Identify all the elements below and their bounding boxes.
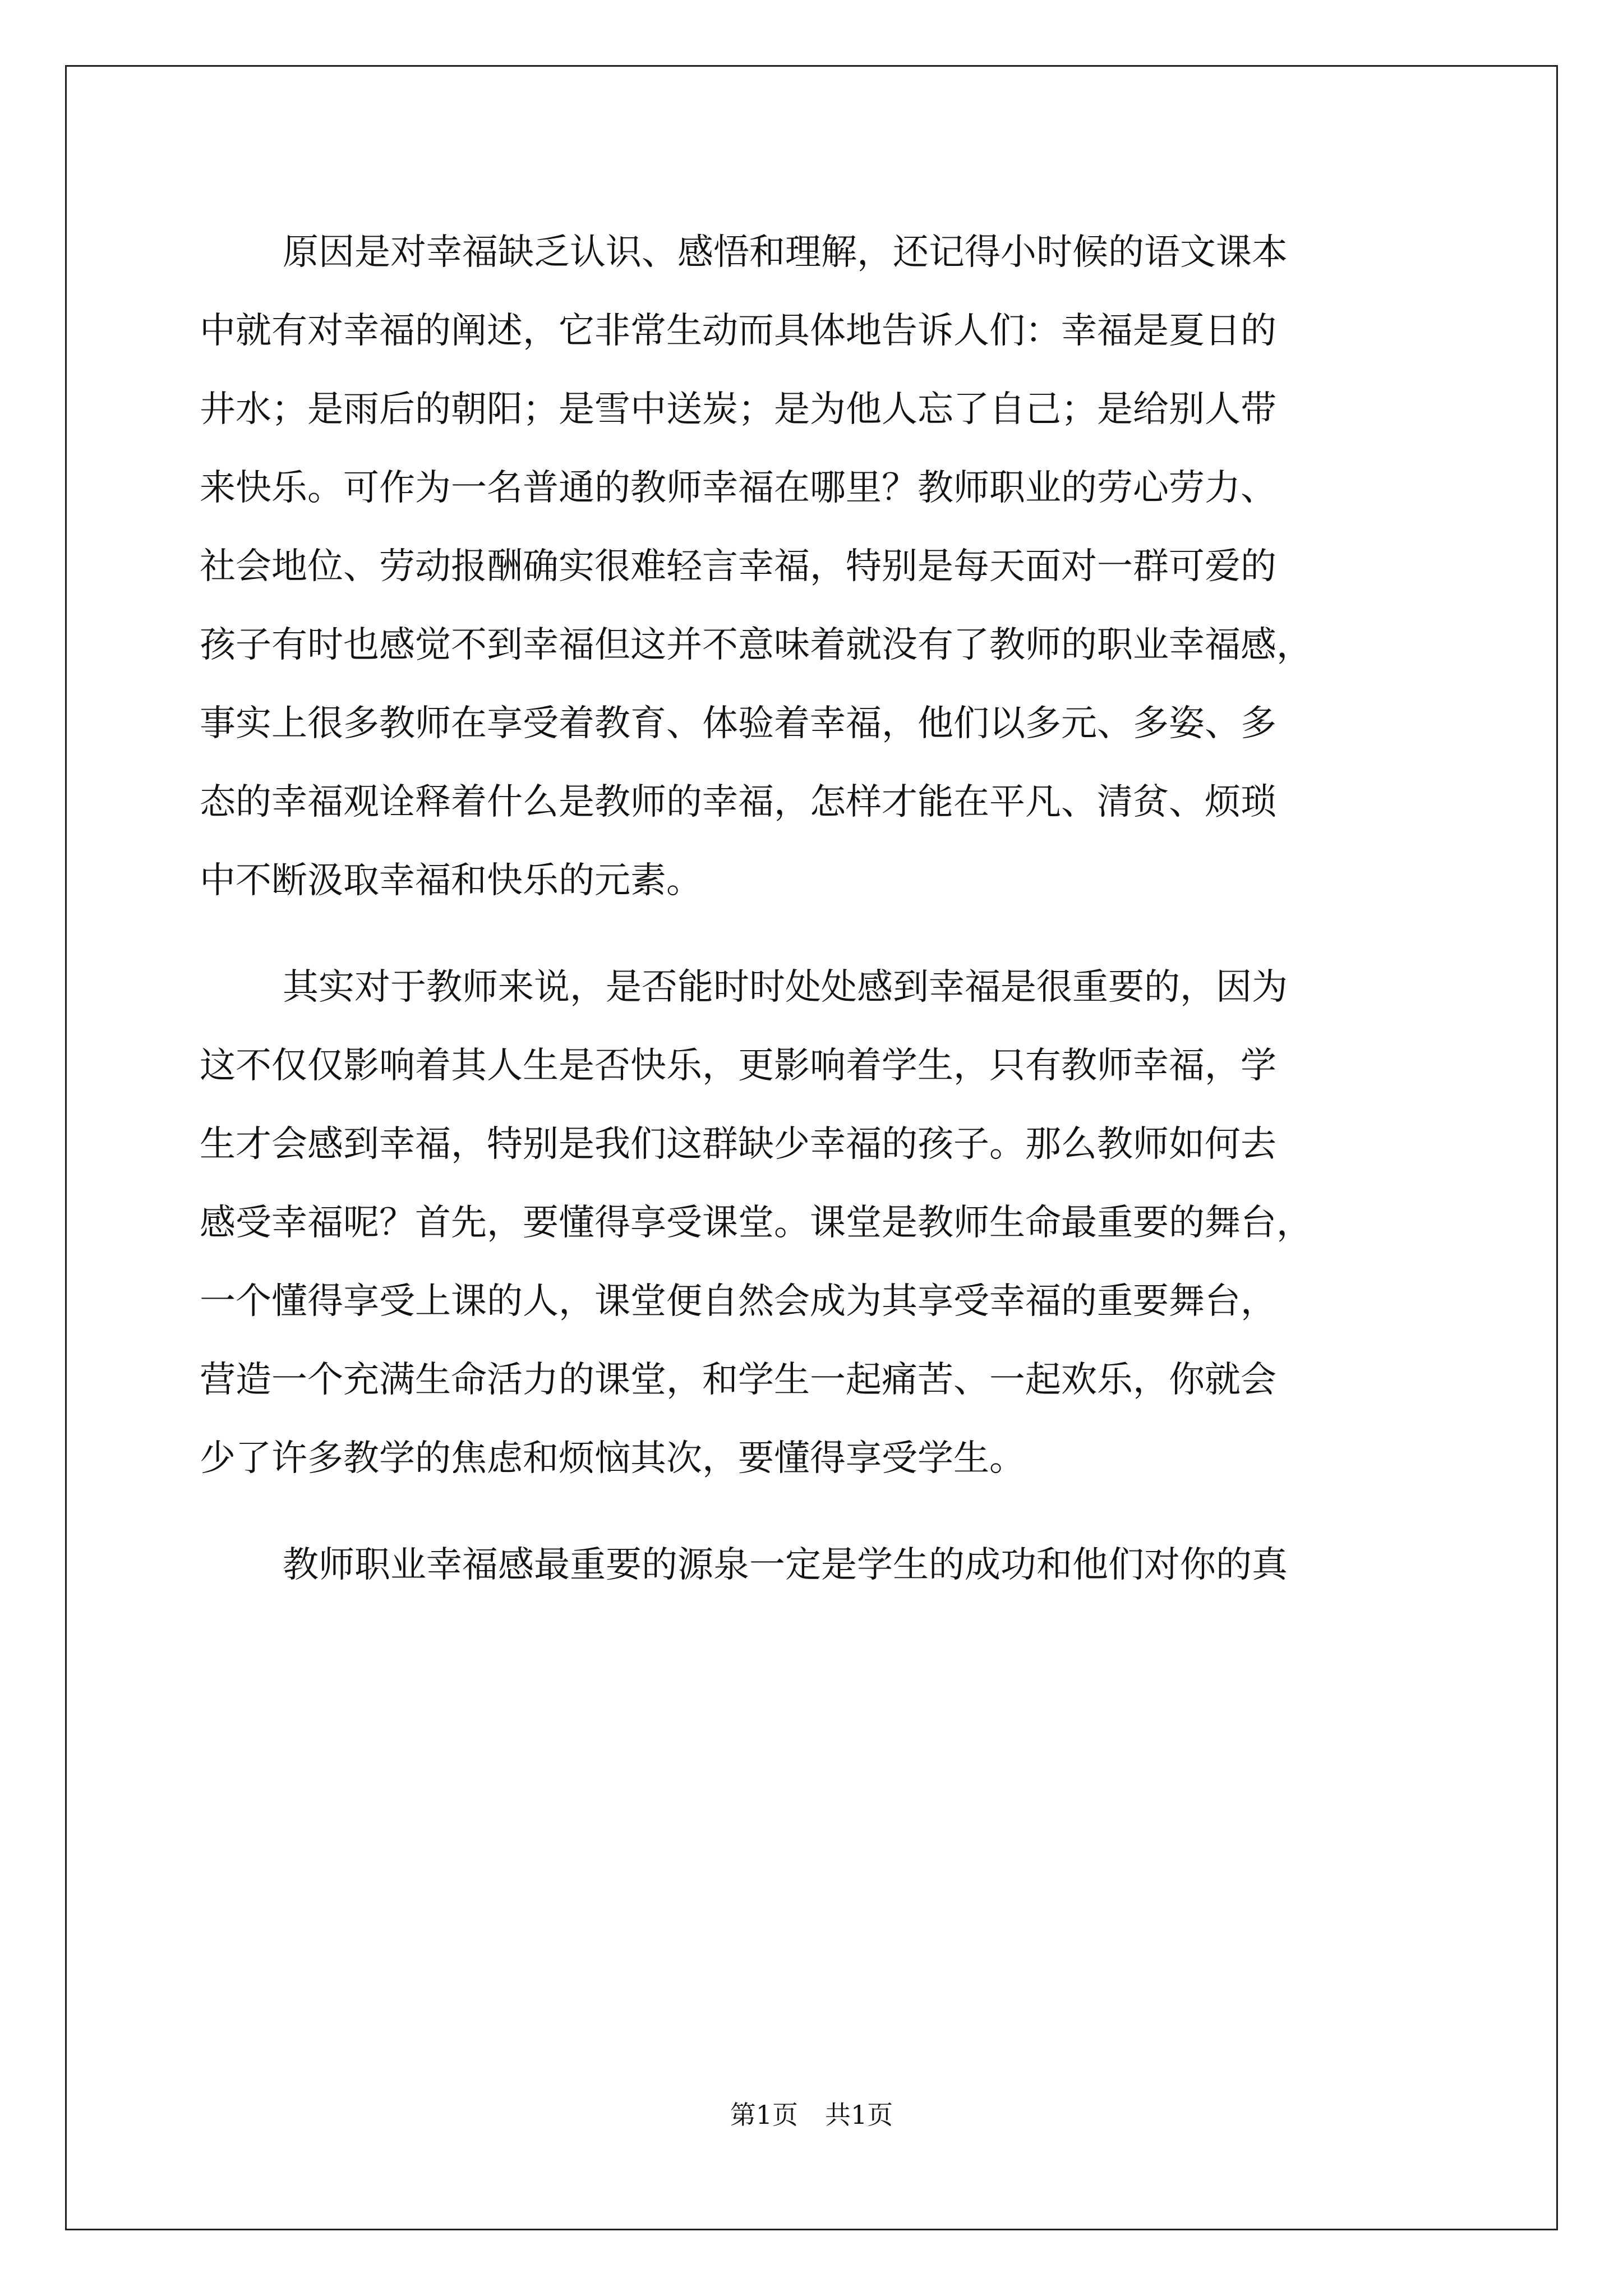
paragraph-1-line-2: 中就有对幸福的阐述，它非常生动而具体地告诉人们：幸福是夏日的: [200, 310, 1276, 352]
document-body: [200, 213, 1433, 1604]
paragraph-1-line-1: 原因是对幸福缺乏认识、感悟和理解，还记得小时候的语文课本: [283, 232, 1288, 273]
page-total-label: 共1页: [825, 2100, 893, 2130]
paragraph-1-line-4: 来快乐。可作为一名普通的教师幸福在哪里？教师职业的劳心劳力、: [200, 467, 1276, 509]
paragraph-2-line-1: 其实对于教师来说，是否能时时处处感到幸福是很重要的，因为: [283, 967, 1288, 1008]
page-number-label: 第1页: [730, 2100, 798, 2130]
paragraph-1-line-9: 中不断汲取幸福和快乐的元素。: [200, 860, 702, 901]
paragraph-2-line-3: 生才会感到幸福，特别是我们这群缺少幸福的孩子。那么教师如何去: [200, 1124, 1276, 1165]
paragraph-2-line-6: 营造一个充满生命活力的课堂，和学生一起痛苦、一起欢乐，你就会: [200, 1359, 1276, 1401]
paragraph-1-line-6: 孩子有时也感觉不到幸福但这并不意味着就没有了教师的职业幸福感，: [200, 624, 1312, 666]
paragraph-1-line-8: 态的幸福观诠释着什么是教师的幸福，怎样才能在平凡、清贫、烦琐: [200, 781, 1276, 823]
paragraph-2-line-7: 少了许多教学的焦虑和烦恼其次，要懂得享受学生。: [200, 1438, 1025, 1479]
paragraph-1-line-3: 井水；是雨后的朝阳；是雪中送炭；是为他人忘了自己；是给别人带: [200, 389, 1276, 430]
paragraph-1-line-5: 社会地位、劳动报酬确实很难轻言幸福，特别是每天面对一群可爱的: [200, 546, 1276, 587]
paragraph-2-line-5: 一个懂得享受上课的人，课堂便自然会成为其享受幸福的重要舞台，: [200, 1281, 1276, 1322]
paragraph-1-line-7: 事实上很多教师在享受着教育、体验着幸福，他们以多元、多姿、多: [200, 703, 1276, 744]
paragraph-2-line-4: 感受幸福呢？首先，要懂得享受课堂。课堂是教师生命最重要的舞台，: [200, 1202, 1312, 1244]
page-footer: [0, 2098, 1623, 2132]
paragraph-3-line-1: 教师职业幸福感最重要的源泉一定是学生的成功和他们对你的真: [283, 1544, 1288, 1586]
paragraph-2-line-2: 这不仅仅影响着其人生是否快乐，更影响着学生，只有教师幸福，学: [200, 1045, 1276, 1087]
